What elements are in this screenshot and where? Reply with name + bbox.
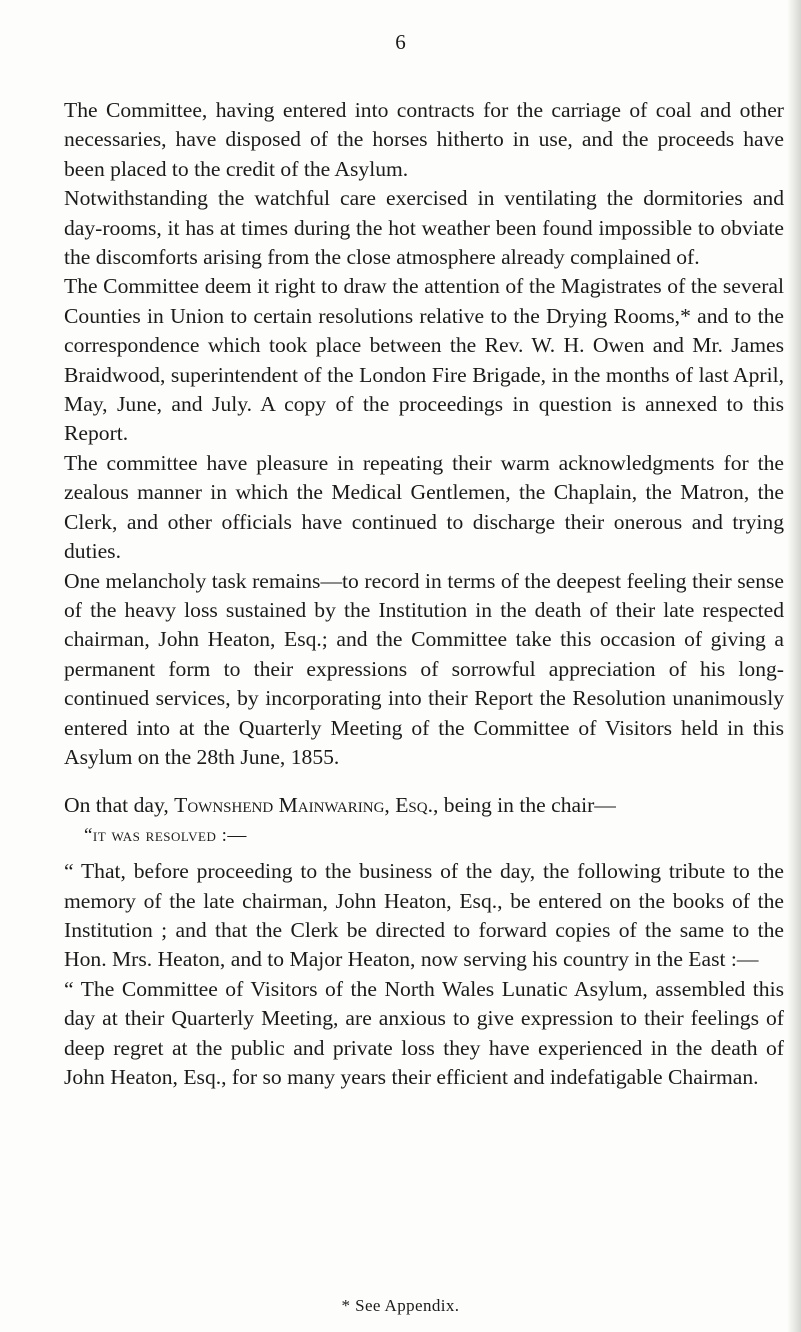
paragraph-drying-rooms: The Committee deem it right to draw the attention of the Magistrates of the several Counties in Union to certain resolutions relative to the Drying Rooms,* and to the correspondence which took place between the Rev. W. H. Owen and Mr. James Braidwood, superintendent of the London Fire Brigade, in the months of last April, May, June, and July. A copy of the proceedings in question is annexed to this Report. <box>64 274 784 446</box>
paragraph-coal-contracts: The Committee, having entered into contracts for the carriage of coal and other necessaries, have disposed of the horses hitherto in use, and the proceeds have been placed to the credit of the Asylum. <box>64 98 784 181</box>
page-number: 6 <box>395 30 406 54</box>
resolved-heading: “it was resolved :— <box>84 824 247 846</box>
quote-committee-statement: “ The Committee of Visitors of the North Wales Lunatic Asylum, assembled this day at their Quarterly Meeting, are anxious to give expression to their feelings of deep regret at the public and private loss they have experienced in the death of John Heaton, Esq., for so many years their efficient and indefatigable Chairman. <box>64 976 784 1089</box>
paragraph-acknowledgments: The committee have pleasure in repeating their warm acknowledgments for the zealous manner in which the Medical Gentlemen, the Chaplain, the Matron, the Clerk, and other officials have continued to discharge their onerous and trying duties. <box>64 450 784 564</box>
paragraph-melancholy-task: One melancholy task remains—to record in terms of the deepest feeling their sense of the heavy loss sustained by the Institution in the death of their late respected chairman, John Heaton, Esq.; and the Committee take this occasion of giving a permanent form to their expressions of sorrowful appreciation of his long-continued services, by incorporating into their Report the Resolution unanimously entered into at the Quarterly Meeting of the Committee of Visitors held in this Asylum on the 28th June, 1855. <box>64 568 784 769</box>
meeting-intro: On that day, <box>64 793 169 818</box>
paragraph-ventilation: Notwithstanding the watchful care exercised in ventilating the dormitories and day-rooms, it has at times during the hot weather been found impossible to obviate the discomforts arising from the close atmosphere already complained of. <box>64 186 784 270</box>
paragraph-meeting-chair <box>64 791 784 820</box>
body-text <box>64 96 784 1092</box>
footnote: * See Appendix. <box>341 1296 460 1315</box>
meeting-outro: being in the chair— <box>443 793 616 818</box>
chair-name: Townshend Mainwaring, Esq., <box>174 793 439 818</box>
page-edge-shadow <box>787 0 801 1332</box>
quote-tribute-resolution: “ That, before proceeding to the business of the day, the following tribute to the memory of the late chairman, John Heaton, Esq., be entered on the books of the Institution ; and that the Clerk be directed to forward copies of the same to the Hon. Mrs. Heaton, and to Major Heaton, now serving his country in the East :— <box>64 859 784 972</box>
